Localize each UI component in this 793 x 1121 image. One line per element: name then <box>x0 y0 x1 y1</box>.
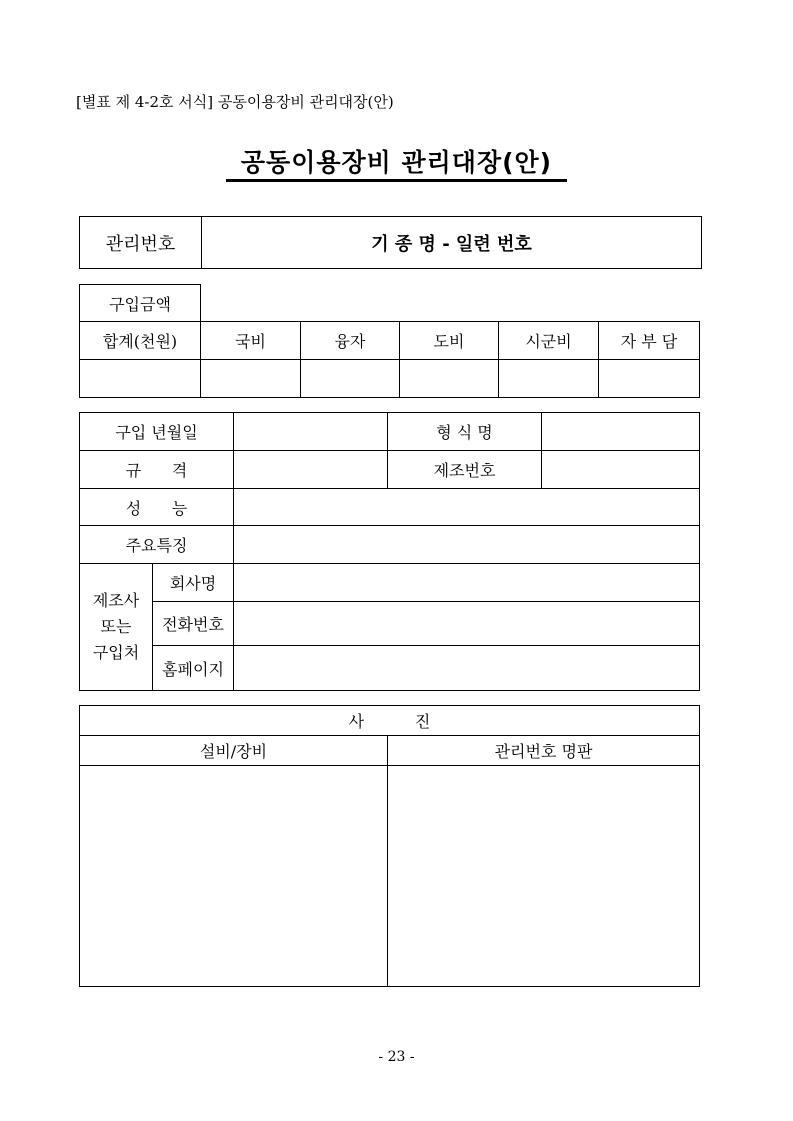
province-amount-field[interactable] <box>400 360 499 398</box>
nameplate-photo-label: 관리번호 명판 <box>388 736 700 766</box>
page-number: - 23 - <box>378 1049 415 1065</box>
title-underline <box>226 179 567 182</box>
details-table <box>79 412 700 691</box>
company-name-label: 회사명 <box>153 564 234 602</box>
col-city: 시군비 <box>499 322 599 360</box>
purchase-amount-table <box>79 321 700 398</box>
management-number-label: 관리번호 <box>80 217 202 269</box>
page-title: 공동이용장비 관리대장(안) <box>240 148 553 177</box>
homepage-label: 홈페이지 <box>153 646 234 691</box>
city-amount-field[interactable] <box>499 360 599 398</box>
purchase-date-field[interactable] <box>234 413 388 451</box>
maker-or-vendor-label <box>80 564 153 691</box>
model-name-field[interactable] <box>542 413 700 451</box>
purchase-date-label: 구입 년월일 <box>80 413 234 451</box>
purchase-amount-label-box <box>79 284 201 322</box>
serial-number-label: 제조번호 <box>388 451 542 489</box>
nameplate-photo-area[interactable] <box>388 766 700 987</box>
features-field[interactable] <box>234 526 700 564</box>
equipment-photo-area[interactable] <box>80 766 388 987</box>
col-province: 도비 <box>400 322 499 360</box>
photo-table <box>79 705 700 987</box>
phone-number-label: 전화번호 <box>153 602 234 646</box>
performance-field[interactable] <box>234 489 700 526</box>
col-self: 자 부 담 <box>599 322 700 360</box>
total-amount-field[interactable] <box>80 360 201 398</box>
self-amount-field[interactable] <box>599 360 700 398</box>
performance-label: 성 능 <box>80 489 234 526</box>
form-caption: [별표 제 4-2호 서식] 공동이용장비 관리대장(안) <box>76 93 394 111</box>
spec-field[interactable] <box>234 451 388 489</box>
model-name-label: 형 식 명 <box>388 413 542 451</box>
homepage-field[interactable] <box>234 646 700 691</box>
company-name-field[interactable] <box>234 564 700 602</box>
col-total: 합계(천원) <box>80 322 201 360</box>
maker-label-line-3: 구입처 <box>92 643 140 662</box>
features-label: 주요특징 <box>80 526 234 564</box>
spec-label: 규 격 <box>80 451 234 489</box>
col-national: 국비 <box>201 322 301 360</box>
equipment-photo-label: 설비/장비 <box>80 736 388 766</box>
purchase-amount-label: 구입금액 <box>109 294 171 314</box>
maker-label-line-1: 제조사 <box>92 591 140 610</box>
serial-number-field[interactable] <box>542 451 700 489</box>
phone-number-field[interactable] <box>234 602 700 646</box>
management-number-table <box>79 216 702 269</box>
management-number-value: 기 종 명 - 일련 번호 <box>202 217 702 269</box>
national-amount-field[interactable] <box>201 360 301 398</box>
col-loan: 융자 <box>301 322 400 360</box>
maker-label-line-2: 또는 <box>100 617 132 636</box>
loan-amount-field[interactable] <box>301 360 400 398</box>
photo-title: 사 진 <box>80 706 700 736</box>
